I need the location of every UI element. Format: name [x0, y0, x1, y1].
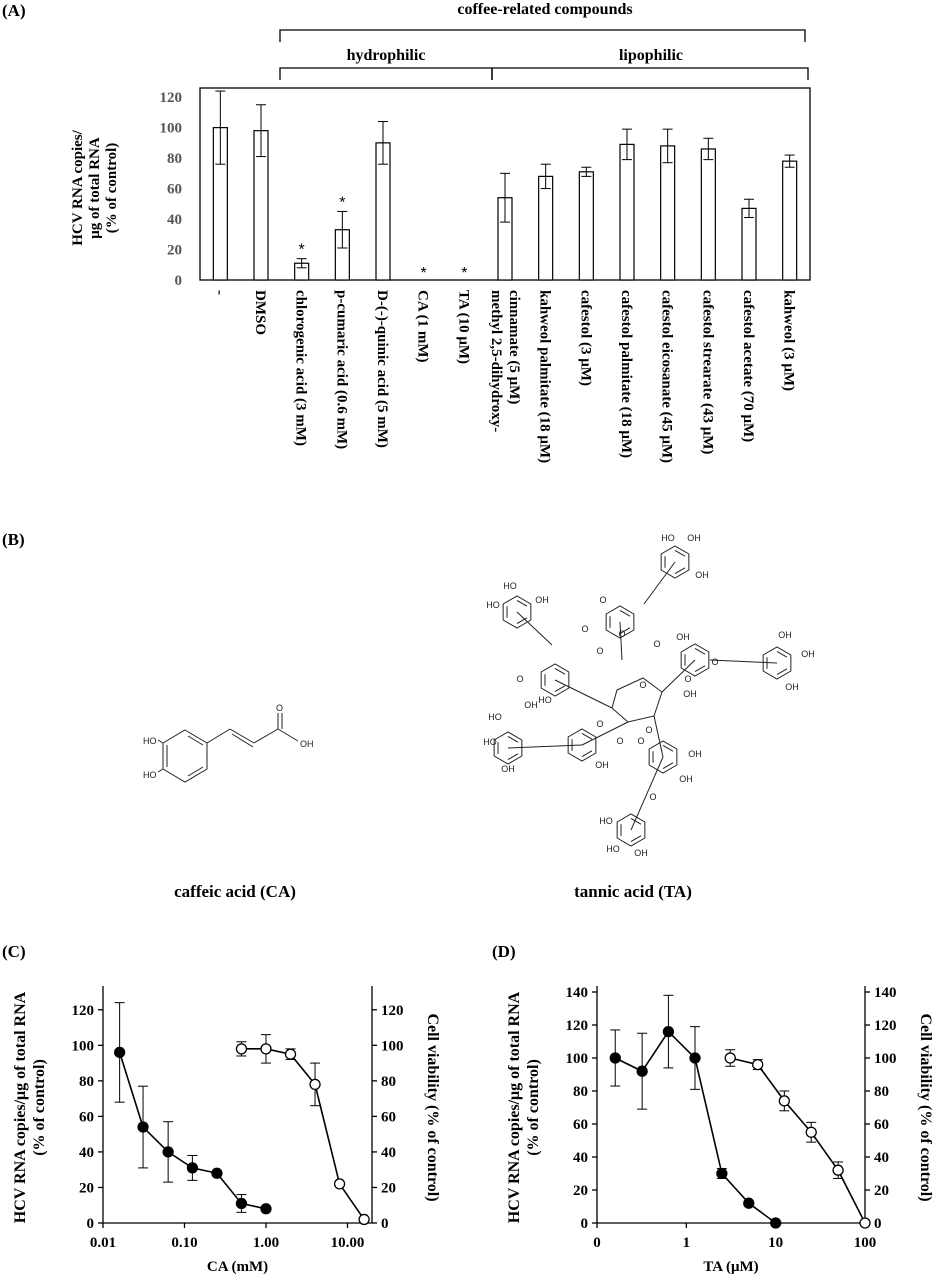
data-point-hcv [163, 1147, 173, 1157]
x-tick-label: 1.00 [252, 1235, 280, 1251]
x-category-label [333, 290, 349, 449]
atom-label: O [653, 639, 661, 649]
x-category-label [659, 290, 675, 463]
atom-label: O [599, 595, 607, 605]
atom-label: HO [503, 581, 517, 591]
data-point-hcv [771, 1218, 781, 1228]
data-point-viability [261, 1044, 271, 1054]
data-point-hcv [663, 1027, 673, 1037]
y2-tick-label: 100 [381, 1038, 404, 1055]
y-tick-label: 120 [71, 1002, 94, 1019]
x-category-label [618, 290, 634, 458]
y2-tick-label: 120 [381, 1002, 404, 1019]
atom-label: OH [501, 764, 515, 774]
panel-label-a: (A) [2, 1, 26, 20]
data-point-hcv [236, 1198, 246, 1208]
x-tick-label: 0.01 [89, 1235, 117, 1251]
atom-label: O [581, 624, 589, 634]
atom-label: HO [661, 533, 675, 543]
x-category-label [252, 290, 268, 335]
x-category-label-line: cafestol acetate (70 μM) [740, 290, 756, 443]
atom-label: OH [687, 533, 701, 543]
y-tick-label: 0 [174, 273, 182, 289]
y-axis-label-line: (% of control) [31, 1059, 48, 1156]
y2-tick-label: 80 [874, 1084, 889, 1100]
y2-tick-label: 60 [874, 1117, 889, 1133]
bond [654, 716, 663, 757]
y-tick-label: 0 [580, 1216, 588, 1232]
chart-d [506, 985, 934, 1275]
data-point-hcv [690, 1053, 700, 1063]
atom-label: O [711, 657, 719, 667]
atom-label: OH [595, 760, 609, 770]
y2-tick-label: 40 [874, 1150, 889, 1166]
bond [508, 745, 582, 748]
y2-tick-label: 80 [381, 1073, 396, 1090]
atom-label: OH [535, 595, 549, 605]
x-category-label [577, 290, 593, 386]
atom-label: O [649, 792, 657, 802]
data-point-viability [310, 1079, 320, 1089]
data-point-viability [833, 1165, 843, 1175]
y-axis-label-line: HCV RNA copies/μg of total RNA [12, 991, 29, 1224]
data-point-viability [335, 1179, 345, 1189]
y-tick-label: 20 [573, 1183, 588, 1199]
atom-label: HO [483, 737, 497, 747]
x-tick-label: 10.00 [330, 1235, 365, 1251]
y2-tick-label: 140 [874, 985, 897, 1001]
data-point-viability [779, 1096, 789, 1106]
y-tick-label: 120 [159, 90, 182, 107]
series-line-viability [241, 1049, 364, 1220]
x-category-label-line: cafestol strearate (43 μM) [699, 290, 716, 455]
atom-label-oh: OH [300, 739, 314, 749]
y2-tick-label: 20 [874, 1183, 889, 1199]
panel-label-c: (C) [2, 942, 26, 961]
x-tick-label: 10 [768, 1235, 784, 1251]
bond [644, 562, 675, 604]
bar [783, 161, 797, 280]
x-category-label [537, 290, 553, 463]
x-category-label-line: kahweol (3 μM) [780, 290, 797, 391]
atom-label: HO [488, 712, 502, 722]
panel-d [492, 942, 934, 1275]
group-label-coffee: coffee-related compounds [457, 1, 633, 18]
bar [742, 208, 756, 280]
y-axis-label-line: (% of control) [104, 142, 120, 234]
bar [701, 149, 715, 280]
bar [539, 176, 553, 280]
panel-c [2, 942, 441, 1275]
atom-label: OH [785, 682, 799, 692]
tannic-acid-name: tannic acid (TA) [574, 882, 692, 901]
atom-label: O [618, 629, 626, 639]
bond [620, 622, 622, 660]
data-point-viability [359, 1214, 369, 1224]
atom-label: OH [695, 570, 709, 580]
significance-marker: * [420, 265, 427, 282]
x-category-label [374, 290, 390, 448]
x-category-label-line: kahweol palmitate (18 μM) [536, 290, 553, 464]
y2-tick-label: 0 [874, 1216, 882, 1232]
x-category-label-line: cafestol (3 μM) [577, 290, 594, 386]
x-category-label-line: TA (10 μM) [455, 290, 472, 365]
x-tick-label: 0.10 [171, 1235, 198, 1251]
y-tick-label: 100 [565, 1051, 588, 1067]
x-category-label-line: - [211, 290, 228, 295]
atom-label: O [596, 719, 604, 729]
y2-tick-label: 40 [381, 1144, 396, 1161]
tannic-acid-structure [483, 533, 815, 858]
y-tick-label: 40 [573, 1150, 588, 1166]
atom-label: HO [486, 600, 500, 610]
atom-label: OH [683, 689, 697, 699]
bracket-lipophilic [492, 68, 808, 80]
x-category-label [781, 290, 797, 391]
y2-tick-label: 100 [874, 1051, 897, 1067]
bar [661, 146, 675, 280]
x-category-label [488, 290, 522, 432]
x-category-label-line: p-cumaric acid (0.6 mM) [333, 290, 350, 450]
y2-axis-label: Cell viability (% of control) [424, 1013, 441, 1202]
y-tick-label: 140 [565, 985, 588, 1001]
atom-label: O [645, 725, 653, 735]
x-tick-label: 100 [853, 1235, 877, 1251]
data-point-hcv [717, 1169, 727, 1179]
panel-a [2, 1, 810, 463]
x-category-label-line: cafestol eicosanate (45 μM) [658, 290, 675, 464]
bar [620, 144, 634, 280]
y-axis-label [12, 991, 48, 1223]
atom-label: O [684, 674, 692, 684]
panel-label-b: (B) [2, 530, 25, 549]
y-axis-label-line: (% of control) [525, 1059, 542, 1156]
atom-label: HO [538, 695, 552, 705]
bond [631, 757, 663, 830]
x-category-label [455, 290, 471, 364]
atom-label: O [616, 736, 624, 746]
y-axis-label-line: HCV RNA copies/μg of total RNA [506, 991, 523, 1224]
significance-marker: * [339, 194, 346, 212]
atom-label: O [639, 680, 647, 690]
x-category-label [211, 290, 227, 295]
data-point-hcv [115, 1047, 125, 1057]
y-tick-label: 120 [565, 1018, 588, 1034]
y2-tick-label: 0 [381, 1216, 389, 1232]
significance-marker: * [461, 265, 468, 282]
data-point-viability [725, 1053, 735, 1063]
atom-label: OH [801, 649, 815, 659]
atom-label-o: O [276, 703, 284, 713]
x-category-label-line: cinnamate (5 μM) [506, 290, 522, 405]
y-tick-label: 60 [79, 1109, 94, 1126]
y-tick-label: 40 [79, 1144, 94, 1161]
data-point-hcv [261, 1204, 271, 1214]
atom-label: OH [524, 700, 538, 710]
data-point-viability [286, 1049, 296, 1059]
chart-c [12, 986, 441, 1275]
y-tick-label: 20 [79, 1180, 94, 1197]
y-axis-label-line: HCV RNA copies/ [70, 130, 86, 246]
atom-label: OH [676, 632, 690, 642]
y2-axis-label: Cell viability (% of control) [917, 1013, 934, 1202]
atom-label: HO [606, 844, 620, 854]
y2-tick-label: 120 [874, 1018, 897, 1034]
y-tick-label: 60 [573, 1117, 588, 1133]
y-axis-label-line: μg of total RNA [87, 137, 103, 239]
atom-label: O [596, 646, 604, 656]
y2-tick-label: 20 [381, 1180, 396, 1197]
atom-label: OH [679, 774, 693, 784]
x-category-label [699, 290, 715, 454]
y-tick-label: 40 [167, 212, 182, 229]
glucose-ring [612, 678, 662, 722]
atom-label: O [637, 736, 645, 746]
atom-label: HO [599, 816, 613, 826]
data-point-hcv [637, 1066, 647, 1076]
y-tick-label: 60 [167, 181, 182, 198]
y-axis-label [506, 991, 542, 1223]
significance-marker: * [298, 241, 305, 259]
y-tick-label: 100 [71, 1038, 94, 1055]
group-label-hydrophilic: hydrophilic [346, 47, 426, 64]
chart-a [70, 88, 810, 463]
y-tick-label: 80 [573, 1084, 588, 1100]
x-category-label-line: chlorogenic acid (3 mM) [292, 290, 309, 446]
data-point-hcv [187, 1163, 197, 1173]
x-category-label-line: cafestol palmitate (18 μM) [618, 290, 634, 459]
y-tick-label: 20 [167, 242, 182, 259]
atom-label: OH [778, 630, 792, 640]
data-point-viability [753, 1060, 763, 1070]
x-tick-label: 1 [682, 1235, 691, 1251]
y2-tick-label: 60 [381, 1109, 396, 1126]
data-point-hcv [212, 1168, 222, 1178]
group-label-lipophilic: lipophilic [618, 47, 684, 64]
atom-label: O [516, 674, 524, 684]
x-category-label [293, 290, 309, 446]
x-category-label-line: CA (1 mM) [414, 290, 431, 363]
data-point-viability [806, 1127, 816, 1137]
x-tick-label: 0 [593, 1235, 601, 1251]
bond [517, 612, 552, 645]
x-category-label [740, 290, 756, 442]
panel-label-d: (D) [492, 942, 516, 961]
data-point-viability [860, 1218, 870, 1228]
x-category-label-line: DMSO [252, 290, 268, 335]
y-tick-label: 0 [86, 1216, 94, 1232]
y-tick-label: 80 [167, 151, 182, 168]
y-tick-label: 100 [159, 120, 182, 137]
data-point-viability [236, 1044, 246, 1054]
x-category-label [415, 290, 431, 362]
y-tick-label: 80 [79, 1073, 94, 1090]
y-axis-label [70, 129, 120, 245]
bar [579, 172, 593, 280]
data-point-hcv [138, 1122, 148, 1132]
x-category-label-line: D-(-)-quinic acid (5 mM) [374, 290, 390, 448]
caffeic-acid-name: caffeic acid (CA) [174, 882, 296, 901]
bracket-hydrophilic [280, 68, 492, 80]
atom-label: OH [688, 749, 702, 759]
atom-label-ho: HO [143, 770, 157, 780]
bond [555, 680, 612, 708]
data-point-hcv [610, 1053, 620, 1063]
atom-label-ho: HO [143, 736, 157, 746]
panel-b [2, 530, 815, 901]
data-point-hcv [744, 1198, 754, 1208]
atom-label: OH [634, 848, 648, 858]
caffeic-acid-structure [143, 703, 314, 782]
x-axis-label: TA (μM) [703, 1259, 759, 1275]
x-category-label-line: methyl 2,5-dihydroxy- [488, 290, 504, 433]
bracket-coffee [280, 30, 805, 42]
x-axis-label: CA (mM) [206, 1259, 269, 1275]
